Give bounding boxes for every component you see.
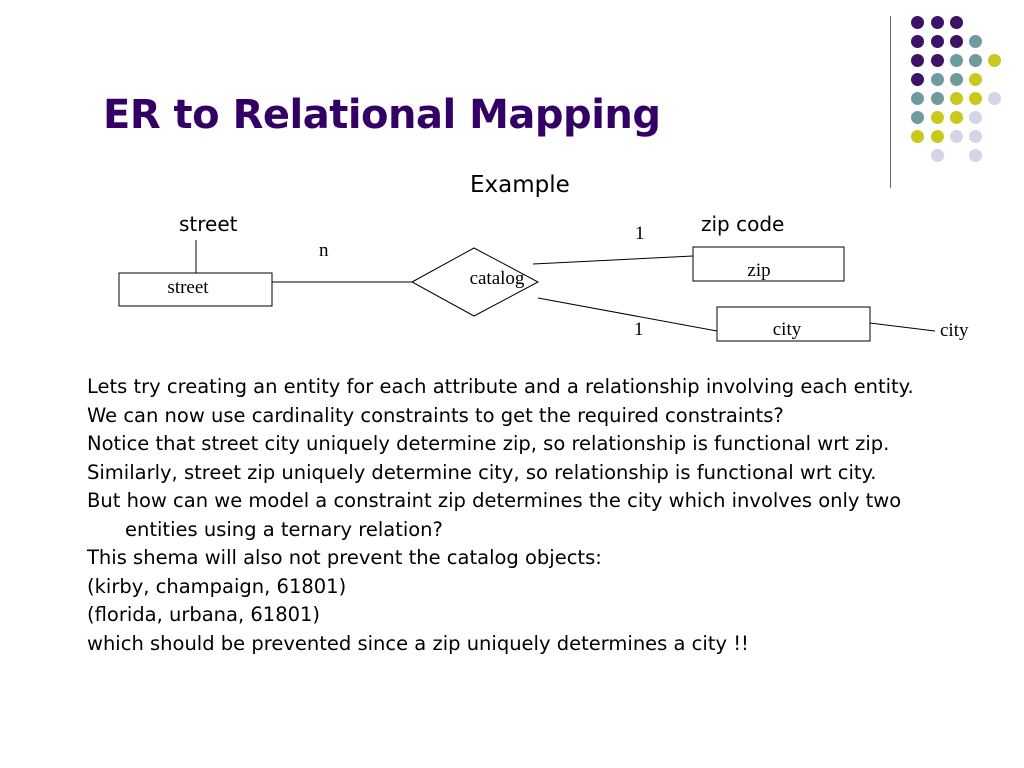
slide-title: ER to Relational Mapping (103, 92, 661, 138)
entity-zip-label: zip (747, 260, 771, 281)
bullet-paragraph: This shema will also not prevent the catalog objects: (87, 546, 602, 569)
slide-subtitle: Example (470, 172, 570, 198)
bullet-paragraph: (kirby, champaign, 61801) (87, 574, 347, 598)
cardinality-zip: 1 (635, 223, 645, 244)
city-attribute-link (870, 323, 935, 331)
city-relationship-link (538, 298, 717, 331)
relationship-catalog-label: catalog (469, 268, 525, 289)
cardinality-city: 1 (634, 319, 644, 340)
zip-relationship-link (533, 256, 693, 264)
bullet-paragraph: But how can we model a constraint zip determines the city which involves only two entities using a ternary relation? (87, 489, 902, 541)
bullet-paragraph: Lets try creating an entity for each attribute and a relationship involving each entity. (87, 375, 914, 398)
attr-zip-code-label: zip code (701, 212, 785, 236)
bullet-paragraph: which should be prevented since a zip uniquely determines a city !! (87, 631, 749, 655)
cardinality-n: n (319, 240, 329, 261)
entity-city-label: city (772, 319, 802, 340)
bullet-paragraph: We can now use cardinality constraints to get the required constraints? (87, 403, 784, 427)
bullet-paragraph: Similarly, street zip uniquely determine city, so relationship is functional wrt city. (87, 460, 877, 484)
er-diagram (0, 0, 1024, 370)
entity-street-label: street (167, 277, 209, 298)
slide-body (87, 373, 967, 658)
bullet-paragraph: Notice that street city uniquely determine zip, so relationship is functional wrt zip. (87, 432, 890, 455)
attr-street-label: street (179, 212, 238, 236)
bullet-paragraph: (florida, urbana, 61801) (87, 603, 321, 626)
attr-city-label: city (940, 320, 969, 341)
